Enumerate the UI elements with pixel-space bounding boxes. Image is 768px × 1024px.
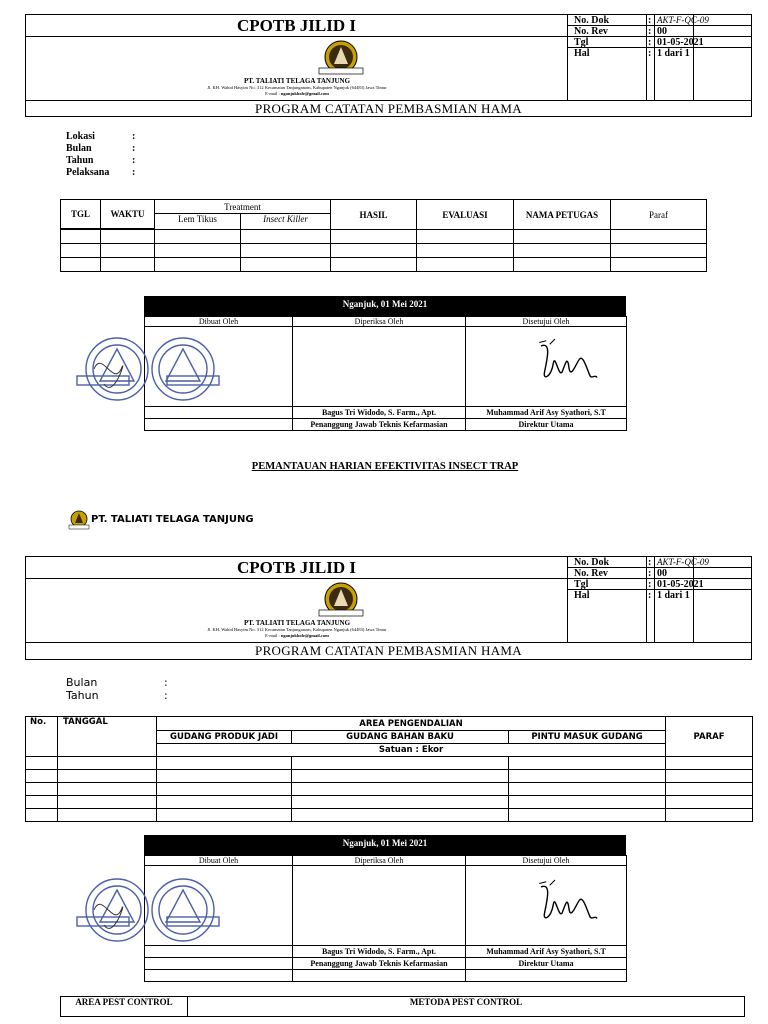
table-row (26, 796, 753, 809)
sign-role-2: Penanggung Jawab Teknis Kefarmasian (293, 419, 466, 431)
company-block (26, 37, 568, 100)
meta-sep: : (648, 590, 652, 601)
field-sep: : (164, 689, 168, 702)
meta-sep: : (648, 37, 652, 48)
program-title: PROGRAM CATATAN PEMBASMIAN HAMA (255, 643, 522, 658)
meta-sep: : (648, 26, 652, 37)
meta-value: AKT-F-QC-09 (657, 557, 709, 567)
sign-diperiksa: Diperiksa Oleh (293, 856, 466, 866)
table-row (61, 258, 707, 272)
sign-diperiksa: Diperiksa Oleh (293, 317, 466, 327)
col-waktu: WAKTU (101, 200, 155, 229)
table-row (26, 809, 753, 822)
field-label: Pelaksana (66, 167, 110, 178)
col-tgl: TGL (61, 200, 101, 229)
company-address: Jl. KH. Wahid Hasyim No. 312 Kecamatan Tanjunganom, Kabupaten Nganjuk (64483) Jawa Timur (207, 85, 387, 90)
meta-row (568, 557, 751, 568)
col-hasil: HASIL (331, 200, 417, 230)
cell (145, 970, 293, 982)
meta-value: 1 dari 1 (657, 48, 690, 59)
doc-header (25, 14, 752, 117)
satuan-label: Satuan : Ekor (157, 744, 666, 757)
email-label: E-mail : (265, 633, 280, 638)
meta-sep: : (648, 15, 652, 26)
table-row (61, 244, 707, 258)
sign-role-3: Direktur Utama (466, 419, 627, 431)
sign-name-3: Muhammad Arif Asy Syathori, S.T (466, 407, 627, 419)
col-area-pest: AREA PEST CONTROL (61, 997, 188, 1017)
field-sep: : (132, 131, 136, 142)
field-sep: : (132, 143, 136, 154)
banner-logo-icon (68, 510, 90, 530)
meta-value: 00 (657, 568, 667, 579)
col-lem-tikus: Lem Tikus (155, 214, 241, 230)
company-name: PT. TALIATI TELAGA TANJUNG (243, 619, 351, 627)
field-bulan (66, 676, 186, 689)
sign-disetujui: Disetujui Oleh (466, 856, 627, 866)
sign-name-3: Muhammad Arif Asy Syathori, S.T (466, 946, 627, 958)
field-label: Bulan (66, 143, 92, 154)
field-tahun (66, 155, 166, 167)
sign-role-2: Penanggung Jawab Teknis Kefarmasian (293, 958, 466, 970)
meta-label: No. Rev (574, 26, 608, 37)
program-title: PROGRAM CATATAN PEMBASMIAN HAMA (255, 101, 522, 116)
meta-row (568, 568, 751, 579)
signature-scribble (534, 336, 604, 391)
form1-fields (66, 131, 166, 179)
sign-role-empty (145, 958, 293, 970)
meta-block (568, 15, 751, 100)
meta-row (568, 26, 751, 37)
col-nama-petugas: NAMA PETUGAS (514, 200, 611, 230)
company-stamp-icon (74, 329, 224, 414)
sign-name-2: Bagus Tri Widodo, S. Farm., Apt. (293, 946, 466, 958)
sign-place-date: Nganjuk, 01 Mei 2021 (144, 296, 626, 316)
field-pelaksana (66, 167, 166, 179)
col-evaluasi: EVALUASI (417, 200, 514, 230)
cell (293, 970, 466, 982)
company-name: PT. TALIATI TELAGA TANJUNG (243, 77, 351, 85)
meta-row (568, 590, 751, 601)
insect-trap-table (25, 716, 753, 822)
meta-label: Tgl (574, 37, 589, 48)
col-pintu: PINTU MASUK GUDANG (509, 731, 666, 744)
email-label: E-mail : (265, 91, 280, 96)
sign-name-2: Bagus Tri Widodo, S. Farm., Apt. (293, 407, 466, 419)
sign-place-date: Nganjuk, 01 Mei 2021 (144, 835, 626, 855)
email-value: nganjukhole@gmail.com (280, 91, 329, 96)
field-label: Bulan (66, 676, 98, 689)
meta-sep: : (648, 579, 652, 590)
field-lokasi (66, 131, 166, 143)
field-label: Tahun (66, 155, 94, 166)
cpotb-title: CPOTB JILID I (26, 15, 568, 37)
field-sep: : (164, 676, 168, 689)
meta-value: 01-05-2021 (657, 579, 704, 590)
cell (466, 970, 627, 982)
meta-label: Hal (574, 48, 590, 59)
col-insect-killer: Insect Killer (241, 214, 331, 230)
col-gudang-bahan: GUDANG BAHAN BAKU (292, 731, 509, 744)
meta-row (568, 15, 751, 26)
sign-disetujui: Disetujui Oleh (466, 317, 627, 327)
sign-dibuat: Dibuat Oleh (145, 317, 293, 327)
table-row (26, 757, 753, 770)
company-email-line (26, 633, 568, 639)
section2-title: PEMANTAUAN HARIAN EFEKTIVITAS INSECT TRAP (251, 461, 519, 472)
company-email-line (26, 91, 568, 97)
table-row (61, 230, 707, 244)
col-gudang-produk: GUDANG PRODUK JADI (157, 731, 292, 744)
meta-sep: : (648, 568, 652, 579)
sign-role-3: Direktur Utama (466, 958, 627, 970)
meta-label: No. Rev (574, 568, 608, 579)
banner-company-name: PT. TALIATI TELAGA TANJUNG (91, 514, 254, 525)
signature-scribble (534, 877, 604, 932)
meta-value: AKT-F-QC-09 (657, 15, 709, 25)
meta-label: No. Dok (574, 557, 610, 568)
company-stamp-icon (74, 870, 224, 955)
cpotb-title: CPOTB JILID I (26, 557, 568, 579)
meta-sep: : (648, 557, 652, 568)
treatment-table (60, 199, 707, 272)
field-bulan (66, 143, 166, 155)
meta-block (568, 557, 751, 642)
col-area: AREA PENGENDALIAN (157, 717, 666, 731)
field-tahun (66, 689, 186, 702)
col-no: No. (26, 717, 58, 757)
meta-label: No. Dok (574, 15, 610, 26)
company-address: Jl. KH. Wahid Hasyim No. 312 Kecamatan Tanjunganom, Kabupaten Nganjuk (64483) Jawa Timur (207, 627, 387, 632)
company-banner (68, 510, 268, 530)
col-tanggal: TANGGAL (58, 717, 157, 757)
meta-value: 01-05-2021 (657, 37, 704, 48)
col-paraf: PARAF (666, 717, 753, 757)
email-value: nganjukhole@gmail.com (280, 633, 329, 638)
table-row (26, 770, 753, 783)
meta-value: 1 dari 1 (657, 590, 690, 601)
field-sep: : (132, 155, 136, 166)
field-sep: : (132, 167, 136, 178)
col-paraf: Paraf (611, 200, 707, 230)
company-logo-icon (311, 580, 371, 620)
pest-control-table (60, 996, 745, 1017)
sign-dibuat: Dibuat Oleh (145, 856, 293, 866)
col-treatment: Treatment (155, 200, 331, 214)
meta-label: Tgl (574, 579, 589, 590)
sign-area (293, 327, 466, 407)
table-row (26, 783, 753, 796)
company-logo-icon (311, 38, 371, 78)
meta-row (568, 579, 751, 590)
field-label: Tahun (66, 689, 99, 702)
meta-row (568, 48, 751, 59)
sign-role-empty (145, 419, 293, 431)
meta-sep: : (648, 48, 652, 59)
form2-fields (66, 676, 186, 702)
col-metoda-pest: METODA PEST CONTROL (188, 997, 745, 1017)
sign-area (293, 866, 466, 946)
meta-label: Hal (574, 590, 590, 601)
meta-row (568, 37, 751, 48)
field-label: Lokasi (66, 131, 95, 142)
company-block (26, 579, 568, 642)
doc-header-2 (25, 556, 752, 660)
meta-value: 00 (657, 26, 667, 37)
